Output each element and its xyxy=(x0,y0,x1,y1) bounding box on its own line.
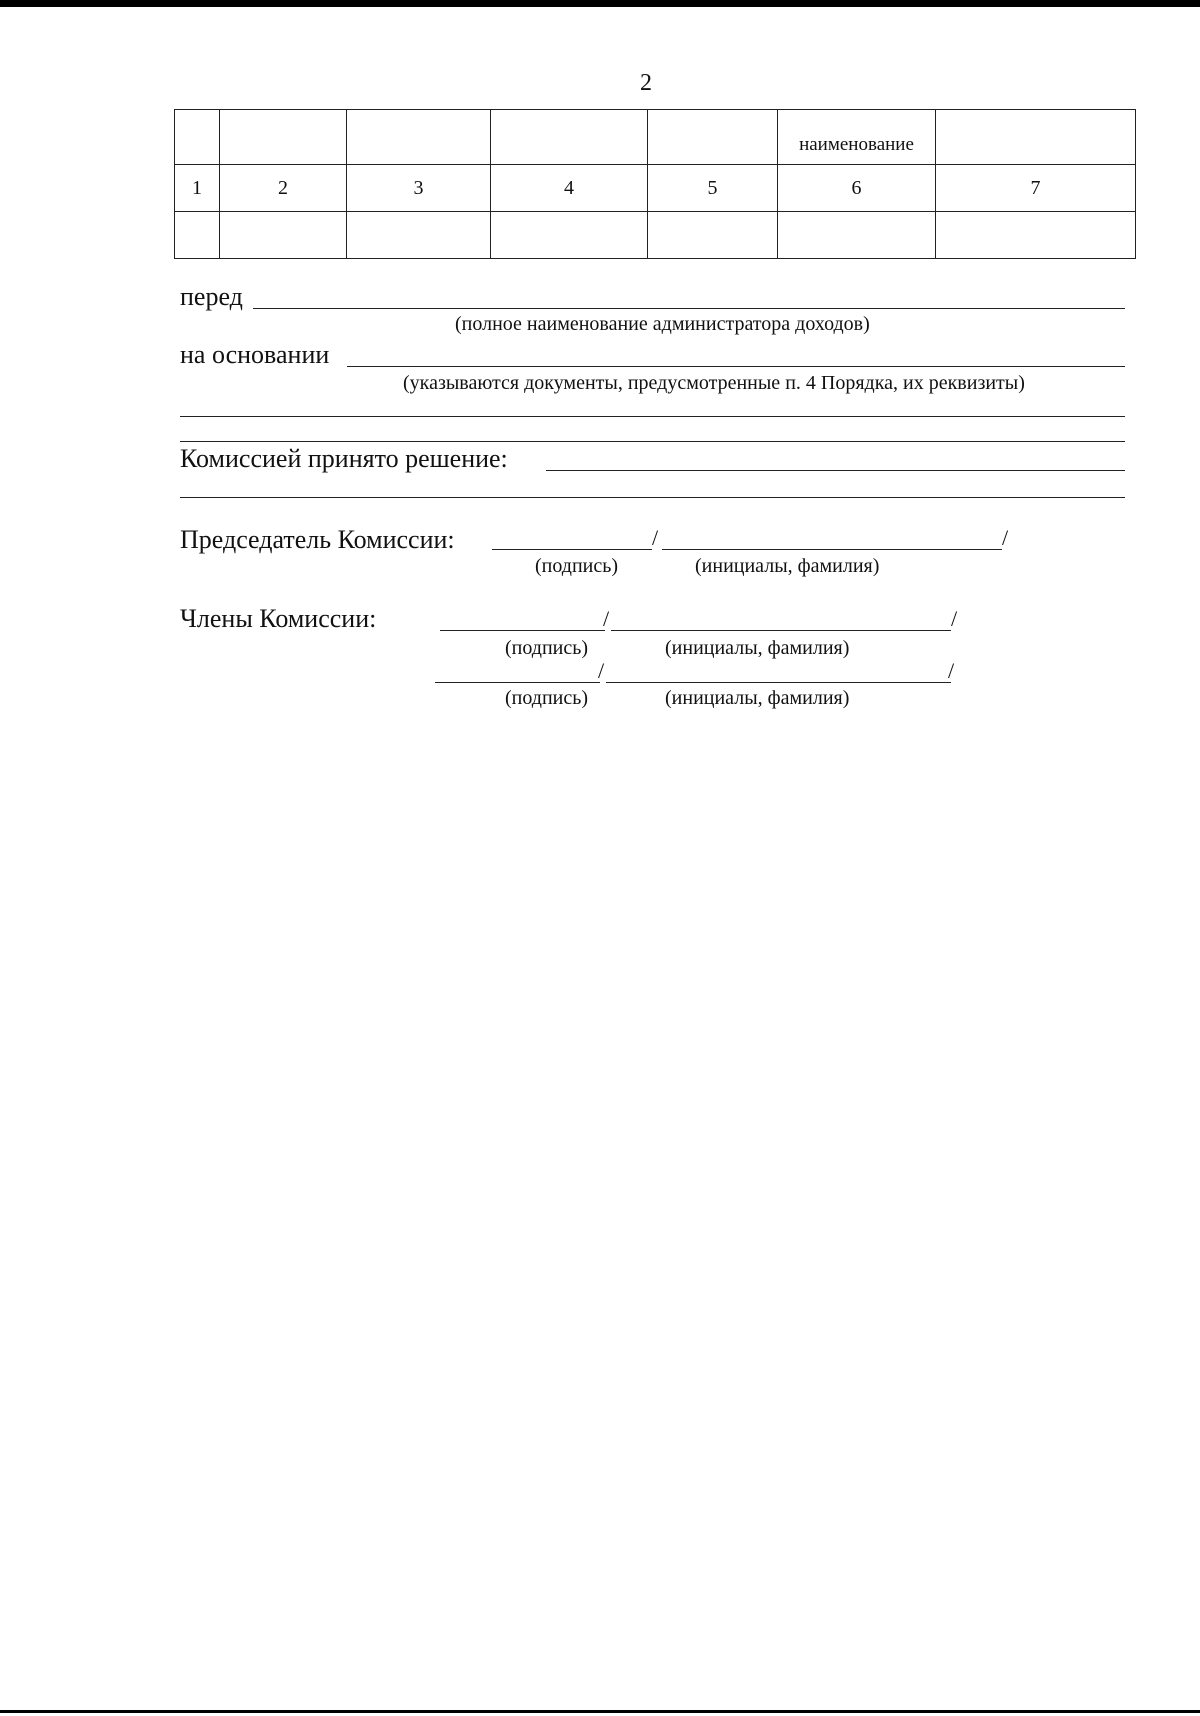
osnovanie-input-line[interactable] xyxy=(347,366,1125,367)
osnovanie-continuation-line[interactable] xyxy=(180,441,1125,442)
table-cell: 1 xyxy=(175,165,220,212)
table-cell xyxy=(936,110,1136,165)
table-cell[interactable] xyxy=(220,212,347,259)
table-cell[interactable] xyxy=(936,212,1136,259)
chairman-label: Председатель Комиссии: xyxy=(180,525,455,554)
table-cell[interactable] xyxy=(778,212,936,259)
table-cell: наименование xyxy=(778,110,936,165)
member-2-separator: / xyxy=(598,658,605,683)
table-cell xyxy=(648,110,778,165)
form-table xyxy=(174,109,1136,259)
chairman-signature-line[interactable] xyxy=(492,549,652,550)
scan-bottom-border xyxy=(0,1710,1200,1713)
table-header-row xyxy=(175,110,1136,165)
chairman-separator: / xyxy=(652,525,659,550)
member-1-separator: / xyxy=(603,606,610,631)
chairman-separator-end: / xyxy=(1002,525,1009,550)
table-cell[interactable] xyxy=(175,212,220,259)
table-cell: 2 xyxy=(220,165,347,212)
table-cell xyxy=(175,110,220,165)
table-number-row xyxy=(175,165,1136,212)
members-label: Члены Комиссии: xyxy=(180,604,377,633)
scan-top-border xyxy=(0,0,1200,7)
decision-continuation-line[interactable] xyxy=(180,497,1125,498)
pered-input-line[interactable] xyxy=(253,308,1125,309)
table-cell: 6 xyxy=(778,165,936,212)
member-1-name-line[interactable] xyxy=(611,630,951,631)
member-2-separator-end: / xyxy=(948,658,955,683)
table-cell xyxy=(491,110,648,165)
table-cell: 7 xyxy=(936,165,1136,212)
table-cell: 4 xyxy=(491,165,648,212)
osnovanie-label: на основании xyxy=(180,340,330,369)
member-1-signature-hint: (подпись) xyxy=(505,637,589,659)
pered-label: перед xyxy=(180,282,243,311)
table-cell: 5 xyxy=(648,165,778,212)
page-number: 2 xyxy=(640,70,652,96)
table-cell xyxy=(347,110,491,165)
chairman-name-line[interactable] xyxy=(662,549,1002,550)
pered-hint: (полное наименование администратора доходов) xyxy=(455,313,870,335)
member-2-name-line[interactable] xyxy=(606,682,951,683)
table-cell[interactable] xyxy=(648,212,778,259)
table-empty-row xyxy=(175,212,1136,259)
member-1-separator-end: / xyxy=(951,606,958,631)
table-cell[interactable] xyxy=(347,212,491,259)
member-1-name-hint: (инициалы, фамилия) xyxy=(665,637,850,659)
decision-label: Комиссией принято решение: xyxy=(180,444,508,473)
decision-input-line[interactable] xyxy=(546,470,1125,471)
osnovanie-hint: (указываются документы, предусмотренные п. 4 Порядка, их реквизиты) xyxy=(403,372,1025,394)
osnovanie-continuation-line[interactable] xyxy=(180,416,1125,417)
table-cell: 3 xyxy=(347,165,491,212)
member-2-name-hint: (инициалы, фамилия) xyxy=(665,687,850,709)
table-cell xyxy=(220,110,347,165)
member-2-signature-hint: (подпись) xyxy=(505,687,589,709)
chairman-name-hint: (инициалы, фамилия) xyxy=(695,555,880,577)
table-cell[interactable] xyxy=(491,212,648,259)
chairman-signature-hint: (подпись) xyxy=(535,555,619,577)
member-1-signature-line[interactable] xyxy=(440,630,605,631)
member-2-signature-line[interactable] xyxy=(435,682,600,683)
